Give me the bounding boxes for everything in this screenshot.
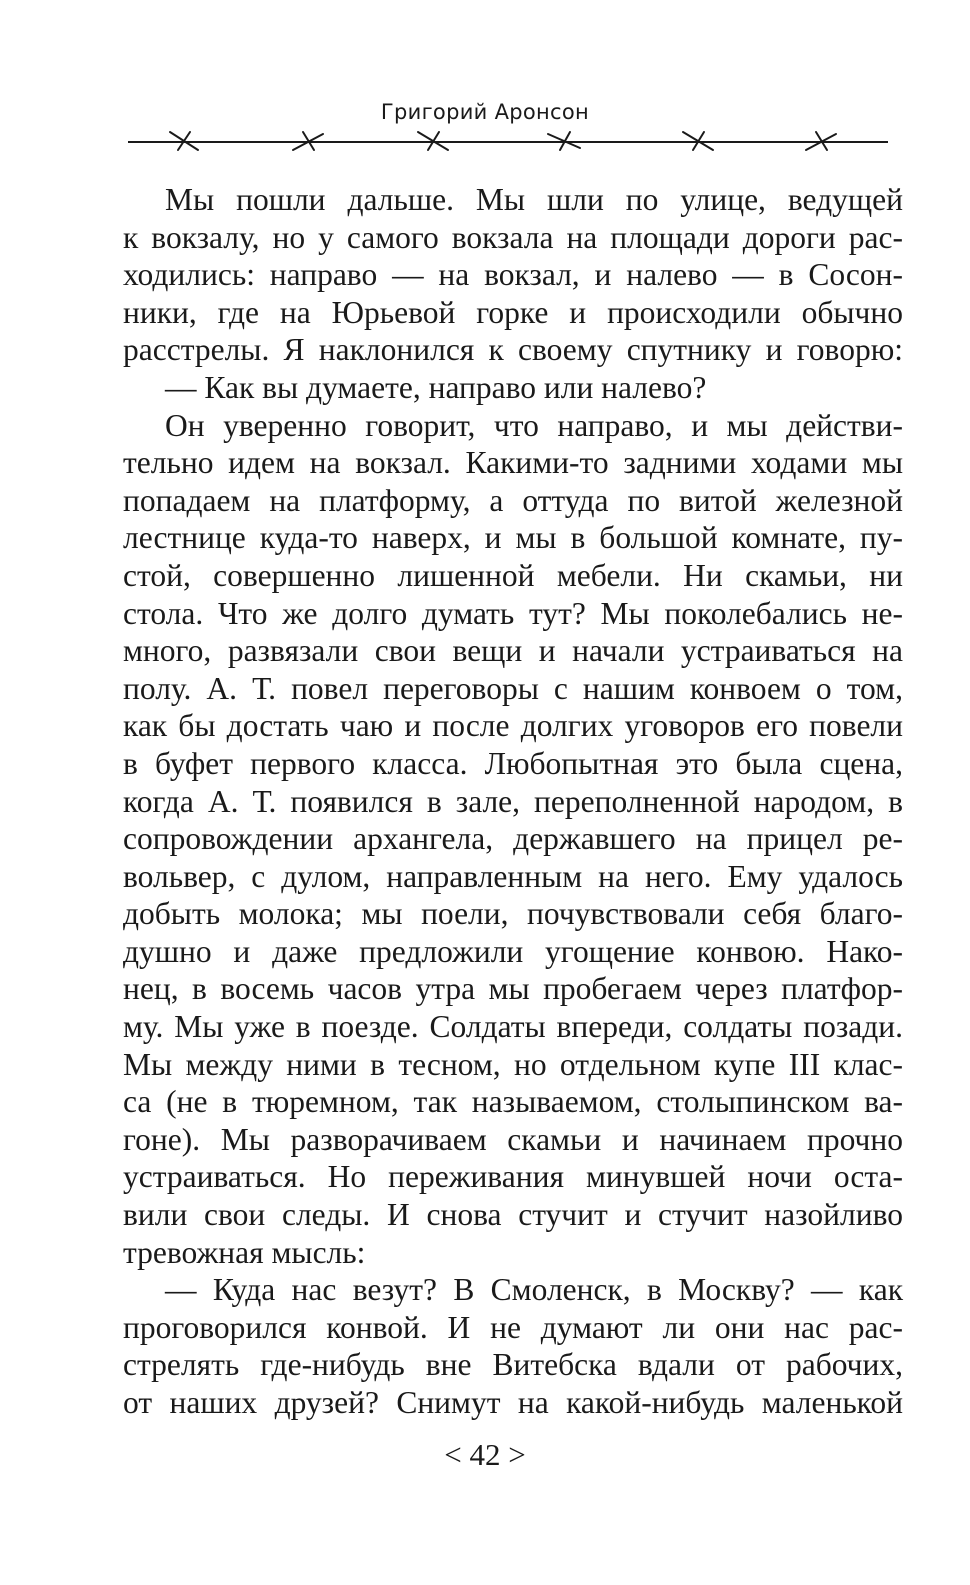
text-line: — Куда нас везут? В Смоленск, в Москву? — как <box>165 1272 903 1308</box>
text-line: вольвер, с дулом, направленным на него. Ему удалось <box>123 858 903 894</box>
body-text <box>123 181 903 1422</box>
text-line: от наших друзей? Снимут на какой-нибудь маленькой <box>123 1385 903 1420</box>
text-line: расстрелы. Я наклонился к своему спутнику и говорю: <box>123 332 903 368</box>
running-head: Григорий Аронсон <box>380 100 590 124</box>
text-line: устраиваться. Но переживания минувшей ночи оста- <box>123 1159 903 1195</box>
text-line: проговорился конвой. И не думают ли они нас рас- <box>123 1309 903 1345</box>
text-line: когда А. Т. появился в зале, переполненной народом, в <box>123 783 903 819</box>
text-line: попадаем на платформу, а оттуда по витой железной <box>123 482 903 518</box>
barbed-wire-rule-icon <box>128 126 888 156</box>
text-line: душно и даже предложили угощение конвою. Нако- <box>123 933 903 969</box>
text-line: полу. А. Т. повел переговоры с нашим конвоем о том, <box>123 670 903 706</box>
text-line: много, развязали свои вещи и начали устраиваться на <box>123 633 903 669</box>
text-line: к вокзалу, но у самого вокзала на площади дороги рас- <box>123 219 903 255</box>
page-number: < 42 > <box>444 1437 526 1472</box>
text-line: тревожная мысль: <box>123 1234 366 1270</box>
text-line: стрелять где-нибудь вне Витебска вдали от рабочих, <box>123 1347 903 1383</box>
text-line: Мы между ними в тесном, но отдельном купе III клас- <box>123 1046 903 1082</box>
text-line: му. Мы уже в поезде. Солдаты впереди, солдаты позади. <box>123 1009 903 1045</box>
text-line: — Как вы думаете, направо или налево? <box>165 369 707 405</box>
text-line: в буфет первого класса. Любопытная это была сцена, <box>123 745 903 781</box>
text-line: гоне). Мы разворачиваем скамьи и начинаем прочно <box>123 1121 903 1157</box>
text-line: тельно идем на вокзал. Какими-то задними ходами мы <box>123 445 903 481</box>
text-line: са (не в тюремном, так называемом, столыпинском ва- <box>123 1084 903 1120</box>
text-line: добыть молока; мы поели, почувствовали себя благо- <box>123 896 903 932</box>
text-line: ходились: направо — на вокзал, и налево — в Сосон- <box>123 257 903 293</box>
text-line: ники, где на Юрьевой горке и происходили обычно <box>123 294 903 330</box>
text-line: как бы достать чаю и после долгих уговоров его повели <box>123 708 903 744</box>
text-line: нец, в восемь часов утра мы пробегаем через платфор- <box>123 971 903 1007</box>
text-line: сопровождении архангела, державшего на прицел ре- <box>123 821 903 857</box>
text-line: Он уверенно говорит, что направо, и мы действи- <box>165 407 903 443</box>
text-line: вили свои следы. И снова стучит и стучит назойливо <box>123 1197 903 1233</box>
text-line: Мы пошли дальше. Мы шли по улице, ведущей <box>165 182 903 217</box>
text-line: стой, совершенно лишенной мебели. Ни скамьи, ни <box>123 557 903 593</box>
text-line: стола. Что же долго думать тут? Мы поколебались не- <box>123 595 903 631</box>
text-line: лестнице куда-то наверх, и мы в большой комнате, пу- <box>123 520 903 556</box>
